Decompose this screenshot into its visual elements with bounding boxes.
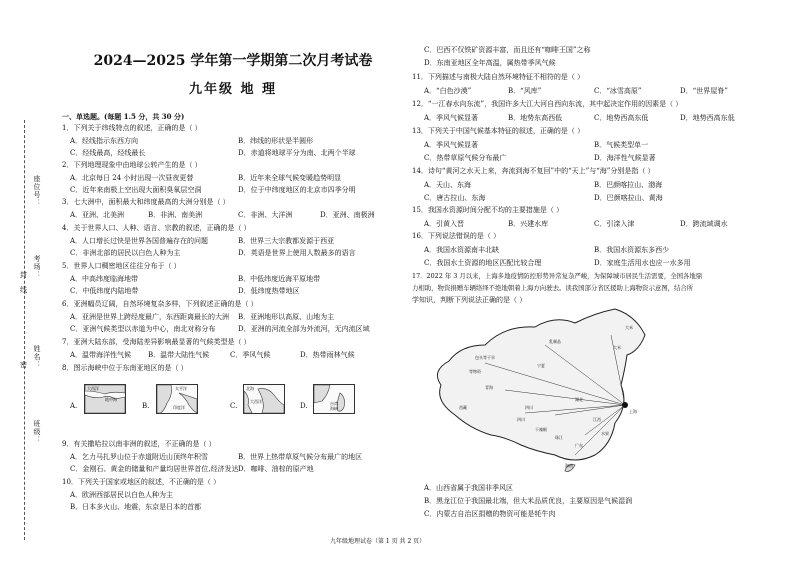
option: A．欧洲西部居民以白色人种为主 — [70, 491, 174, 499]
option: D．海洋性气候显著 — [594, 154, 656, 162]
name-field: 姓名： — [33, 345, 41, 369]
exam-title: 2024—2025 学年第一学期第二次月考试卷 — [93, 53, 373, 69]
option: A．中高纬度临海地带 — [70, 275, 139, 283]
option: A．乞力马扎罗山位于赤道附近山顶终年积雪 — [70, 453, 209, 461]
question-stem: 2．下列地理现象中由地球公转产生的是（ ） — [62, 161, 202, 169]
option: C．唐古拉山、东海 — [424, 194, 486, 202]
option: B．世界上热带草原气候分布最广的地区 — [238, 453, 363, 461]
question-stem: 10．下列关于国家或地区的叙述，不正确的是（ ） — [62, 478, 221, 486]
question-stem: 5．世界人口稠密地区往往分布于（ ） — [62, 262, 181, 270]
section-heading: 一、单选题。(每题 1.5 分，共 30 分) — [62, 112, 185, 121]
option: A．温带海洋性气候 — [70, 351, 132, 359]
option: D．赤道将地球平分为南、北两个半球 — [238, 149, 356, 157]
option: C．金刚石、黄金的储量和产量均居世界首位,经济发达 — [70, 465, 239, 473]
map-label: 上海 — [629, 409, 637, 414]
option: A．引黄入晋 — [424, 220, 465, 228]
option: C．非洲、大洋洲 — [238, 211, 293, 219]
option: A．“白色沙漠” — [424, 87, 472, 95]
map-label: 西藏 — [459, 405, 467, 410]
option: C. — [230, 402, 238, 410]
strait-map-d — [313, 384, 355, 414]
option: D. — [300, 402, 308, 410]
option: D．咖啡、油棕的原产地 — [238, 465, 314, 473]
binding-dashed-line — [24, 120, 25, 540]
option: A．天山、东海 — [424, 181, 472, 189]
option: D．低纬度热带地区 — [238, 287, 300, 295]
map-label: 印度洋 — [173, 405, 185, 410]
exam-room-field: 考场： — [33, 255, 41, 279]
option: C．内蒙古自治区捐赠的物资可能是牦牛肉 — [424, 510, 556, 518]
question-stem: 14．诗句“黄河之水天上来，奔流到海不复回”中的“天上”与“海”分别是指（ ） — [412, 167, 655, 175]
map-label: 太平洋 — [175, 386, 187, 391]
map-label: 大米 — [625, 325, 633, 330]
map-label: 青海 — [485, 385, 493, 390]
question-stem: 15．我国水资源时间分配不均的主要措施是（ ） — [412, 206, 564, 214]
map-label: 北海 — [246, 386, 254, 391]
option: A．亚洲、北美洲 — [70, 211, 125, 219]
page-footer: 九年级地理试卷（第 1 页 共 2 页） — [330, 538, 426, 545]
strait-map-a — [84, 384, 126, 414]
question-stem: 11．下列描述与南极大陆自然环境特征不相符的是（ ） — [412, 73, 585, 81]
binding-margin — [6, 120, 50, 540]
map-label: 宁夏 — [537, 363, 545, 368]
question-stem: 13．下列关于中国气候基本特征的叙述，正确的是（ ） — [412, 127, 585, 135]
map-label: 四川 — [517, 417, 525, 422]
class-field: 班级： — [33, 420, 41, 444]
option: C．近年来南极上空出现大面积臭氧层空洞 — [70, 186, 202, 194]
option: B．地势东高西低 — [508, 114, 563, 122]
map-label: 台湾 — [330, 401, 338, 406]
map-label: 等物资 — [469, 369, 481, 374]
map-label: 四川 — [525, 405, 533, 410]
option: D．地势西高东低 — [680, 114, 735, 122]
option: D．跨流域调水 — [680, 220, 728, 228]
question-stem: 4．关于世界人口、人种、语言、宗教的叙述，正确的是（ ） — [62, 224, 251, 232]
continued-option: C．巴西不仅铁矿资源丰富，而且还有“咖啡王国”之称 — [424, 46, 591, 54]
map-label: 海南 — [565, 463, 573, 468]
question-stem: 17．2022 年 3 月以来，上海多地疫情防控形势异常复杂严峻，为保障城市居民生活需要，全国各地鼎 — [412, 272, 703, 280]
map-label: 大西洋 — [87, 386, 99, 391]
option: B．非洲、南美洲 — [148, 211, 203, 219]
option: C．经线最高，经线最长 — [70, 149, 146, 157]
option: B．中低纬度近海平原地带 — [238, 275, 321, 283]
option: B．近年来全球气候变暖趋势明显 — [238, 174, 342, 182]
option: C．我国水土资源的地区匹配比较合理 — [424, 259, 542, 267]
option: A. — [70, 402, 78, 410]
option: C．非洲北部的居民以白色人种为主 — [70, 249, 181, 257]
question-stem: 1．下列关于纬线特点的叙述，正确的是（ ） — [62, 124, 202, 132]
strait-map-b — [156, 384, 198, 414]
china-aid-map — [425, 305, 665, 475]
option: B．日本多火山、地震，东京是日本的首都 — [70, 503, 202, 511]
option: C．亚洲气候类型以赤道为中心，南北对称分布 — [70, 325, 216, 333]
option: B．气候类型单一 — [594, 141, 649, 149]
map-label: 乳制品 — [549, 339, 561, 344]
option: A．人口增长过快是世界各国普遍存在的问题 — [70, 237, 209, 245]
strait-map-c — [243, 384, 285, 414]
option: B．纬线的形状是半圆形 — [238, 137, 314, 145]
option: B．亚洲地形以高原、山地为主 — [238, 313, 335, 321]
option: D．位于中纬度地区的北京市四季分明 — [238, 186, 356, 194]
option: C．季风气候 — [230, 351, 271, 359]
map-label: 大米 — [613, 345, 621, 350]
option: C．热带草原气候分布最广 — [424, 154, 507, 162]
option: A．经线指示东西方向 — [70, 137, 139, 145]
seat-number-field: 座位号： — [33, 175, 41, 207]
option: A．季风气候显著 — [424, 114, 479, 122]
option: B. — [142, 402, 150, 410]
option: B．兴建水库 — [508, 220, 549, 228]
continued-option: D．东南亚地区全年高温，属热带季风气候 — [424, 59, 556, 67]
map-label: 湖北 — [575, 397, 583, 402]
question-stem: 9．有关撒哈拉以南非洲的叙述，不正确的是（ ） — [62, 440, 216, 448]
map-label: 江西 — [593, 417, 601, 422]
option: C．地势西高东低 — [594, 114, 649, 122]
option: A．北京每日 24 小时出现一次昼夜更替 — [70, 174, 194, 182]
question-stem: 16．下列说法错误的是（ ） — [412, 232, 501, 240]
map-label: 海峡 — [330, 406, 338, 411]
seal-mark: 封 — [20, 271, 27, 279]
option: C．引滦入津 — [594, 220, 635, 228]
question-stem: 6．亚洲幅员辽阔，自然环境复杂多样，下列叙述正确的是（ ） — [62, 300, 258, 308]
map-label: 大西洋 — [250, 399, 262, 404]
question-stem: 12．“一江春水向东流”，我国许多大江大河自西向东流，其中起决定作用的因素是（ ） — [412, 100, 683, 108]
map-label: 水果 — [601, 431, 609, 436]
option: A．我国水资源南丰北缺 — [424, 246, 500, 254]
option: A．季风气候显著 — [424, 141, 479, 149]
option: B．世界三大宗教都发源于西亚 — [238, 237, 335, 245]
map-label: 珠江 — [555, 435, 563, 440]
option: D．亚洲的河流全部为外流河，无内流区域 — [238, 325, 370, 333]
option: D．“世界屋脊” — [680, 87, 728, 95]
option: B．巴颜喀拉山、渤海 — [594, 181, 663, 189]
option: B．黑龙江位于我国最北端，但大米品质优良，主要原因是气候湿润 — [424, 497, 633, 505]
question-stem: 3．七大洲中，面积最大和纬度最高的大洲分别是（ ） — [62, 198, 230, 206]
option: A．山西省属于我国非季风区 — [424, 484, 514, 492]
option: D．巴颜喀拉山、黄海 — [594, 194, 663, 202]
option: D．英语是世界上使用人数最多的语言 — [238, 249, 356, 257]
line-mark: 线 — [20, 286, 27, 294]
question-stem: 学知识，判断下列说法正确的是（ ） — [412, 296, 527, 304]
question-stem: 力相助，物资捐赠车辆络绎不绝地朝着上海方向驶去。读我国部分省区援助上海物资示意图，结合所 — [412, 284, 694, 292]
map-label: 地中海 — [105, 397, 117, 402]
option: C．中低纬度内陆地带 — [70, 287, 139, 295]
option: C．“冰雪高原” — [594, 87, 642, 95]
exam-subtitle: 九年级 地 理 — [188, 82, 278, 97]
map-label: 干辣椒 — [535, 427, 547, 432]
option: D．亚洲、南极洲 — [320, 211, 375, 219]
map-label: 包头等干旱 — [475, 355, 495, 360]
option: B．“风库” — [508, 87, 542, 95]
map-label: 广东 — [575, 443, 583, 448]
option: B．我国水资源东多西少 — [594, 246, 670, 254]
question-stem: 7．亚洲大陆东部，受海陆差异影响最显著的气候类型是（ ） — [62, 338, 251, 346]
option: D．热带雨林气候 — [300, 351, 355, 359]
question-stem: 8．图示海峡中位于东南亚地区的是（ ） — [62, 364, 188, 372]
option: B．温带大陆性气候 — [148, 351, 210, 359]
option: A．亚洲是世界上跨经度最广，东西距离最长的大洲 — [70, 313, 230, 321]
option: D．家庭生活用水也应一水多用 — [594, 259, 691, 267]
secret-mark: 密 — [20, 361, 27, 369]
